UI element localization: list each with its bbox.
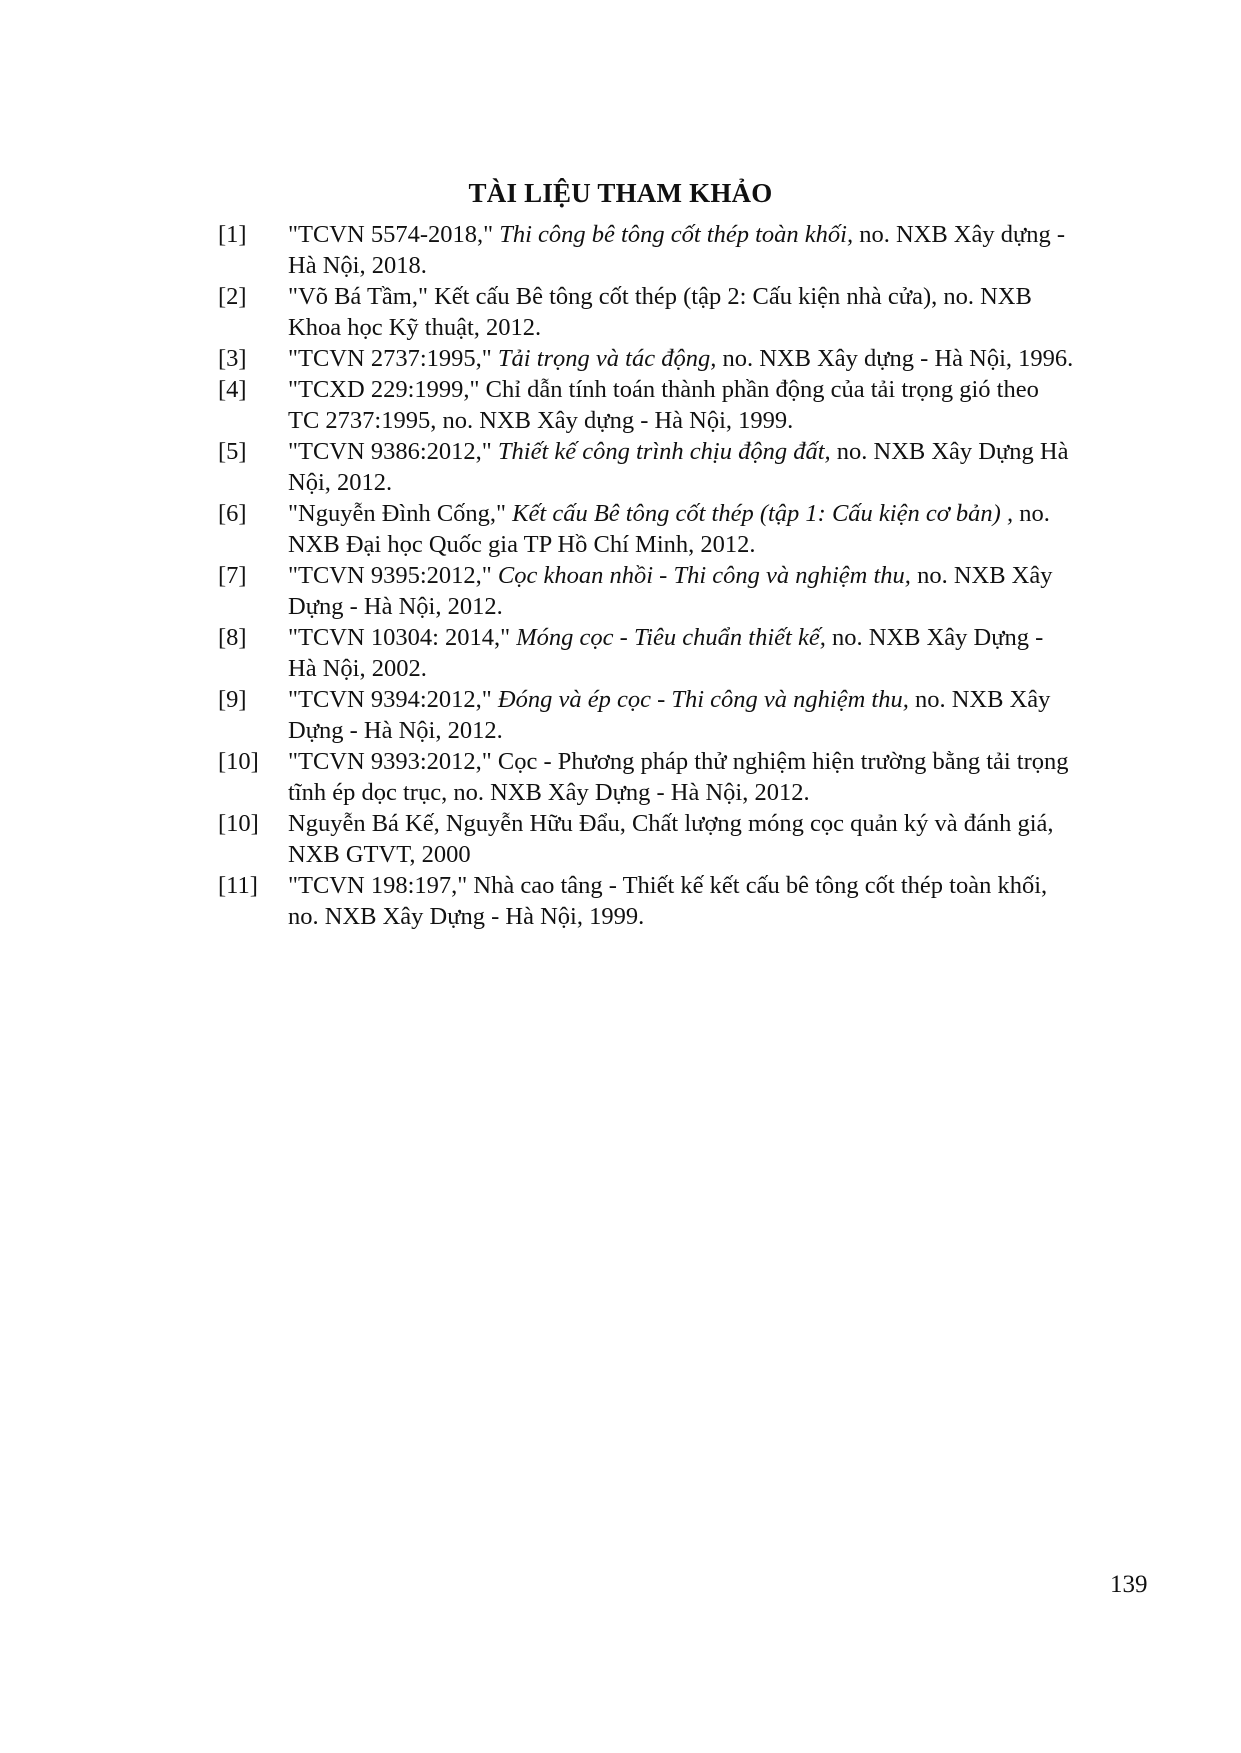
reference-line bbox=[288, 436, 1178, 467]
reference-item bbox=[218, 219, 1178, 281]
reference-segment: NXB GTVT, 2000 bbox=[288, 841, 471, 868]
reference-number: [4] bbox=[218, 376, 247, 403]
reference-segment: Hà Nội, 2002. bbox=[288, 655, 427, 682]
reference-segment: TC 2737:1995, no. NXB Xây dựng - Hà Nội, 1999. bbox=[288, 407, 794, 434]
reference-number: [10] bbox=[218, 810, 259, 837]
reference-segment: NXB Đại học Quốc gia TP Hồ Chí Minh, 2012. bbox=[288, 531, 756, 558]
reference-title-italic: Đóng và ép cọc - Thi công và nghiệm thu, bbox=[497, 686, 909, 713]
reference-line bbox=[288, 870, 1178, 901]
reference-segment: no. NXB Xây Dựng - Hà Nội, 1999. bbox=[288, 903, 645, 930]
reference-item bbox=[218, 436, 1178, 498]
reference-text bbox=[288, 684, 1178, 746]
reference-number: [2] bbox=[218, 283, 247, 310]
reference-text bbox=[288, 746, 1178, 808]
reference-line bbox=[288, 622, 1178, 653]
reference-list bbox=[218, 219, 1178, 932]
reference-segment: no. NXB Xây Dựng Hà bbox=[830, 438, 1069, 465]
reference-line bbox=[288, 343, 1178, 374]
reference-item bbox=[218, 684, 1178, 746]
reference-line bbox=[288, 746, 1178, 777]
reference-title-italic: Thiết kế công trình chịu động đất, bbox=[497, 438, 831, 465]
reference-line bbox=[288, 901, 1178, 932]
reference-segment: "TCXD 229:1999," Chỉ dẫn tính toán thành phần động của tải trọng gió theo bbox=[288, 376, 1039, 403]
reference-number: [11] bbox=[218, 872, 258, 899]
reference-segment: no. NXB Xây Dựng - bbox=[825, 624, 1044, 651]
reference-line bbox=[288, 529, 1178, 560]
reference-line bbox=[288, 405, 1178, 436]
reference-title-italic: Thi công bê tông cốt thép toàn khối, bbox=[499, 221, 854, 248]
reference-segment: Nguyễn Bá Kế, Nguyễn Hữu Đẩu, Chất lượng móng cọc quản ký và đánh giá, bbox=[288, 810, 1054, 837]
reference-item bbox=[218, 746, 1178, 808]
reference-item bbox=[218, 560, 1178, 622]
reference-segment: no. NXB Xây dựng - Hà Nội, 1996. bbox=[716, 345, 1074, 372]
reference-segment: Hà Nội, 2018. bbox=[288, 252, 427, 279]
reference-number: [6] bbox=[218, 500, 247, 527]
reference-number: [5] bbox=[218, 438, 247, 465]
reference-number: [10] bbox=[218, 748, 259, 775]
reference-title-italic: Tải trọng và tác động, bbox=[497, 345, 717, 372]
reference-line bbox=[288, 684, 1178, 715]
reference-number: [3] bbox=[218, 345, 247, 372]
reference-item bbox=[218, 808, 1178, 870]
reference-line bbox=[288, 467, 1178, 498]
reference-title-italic: Cọc khoan nhồi - Thi công và nghiệm thu, bbox=[497, 562, 911, 589]
reference-title-italic: Móng cọc - Tiêu chuẩn thiết kế, bbox=[516, 624, 826, 651]
reference-segment: "TCVN 9386:2012," bbox=[288, 438, 498, 465]
reference-segment: Khoa học Kỹ thuật, 2012. bbox=[288, 314, 542, 341]
reference-number: [1] bbox=[218, 221, 247, 248]
reference-item bbox=[218, 622, 1178, 684]
reference-line bbox=[288, 281, 1178, 312]
reference-line bbox=[288, 808, 1178, 839]
reference-segment: Nội, 2012. bbox=[288, 469, 393, 496]
reference-text bbox=[288, 436, 1178, 498]
reference-line bbox=[288, 715, 1178, 746]
reference-segment: "Võ Bá Tầm," Kết cấu Bê tông cốt thép (tập 2: Cấu kiện nhà cửa), no. NXB bbox=[288, 283, 1032, 310]
reference-line bbox=[288, 374, 1178, 405]
page-title: TÀI LIỆU THAM KHẢO bbox=[468, 178, 773, 208]
reference-line bbox=[288, 219, 1178, 250]
reference-line bbox=[288, 591, 1178, 622]
reference-segment: no. NXB Xây bbox=[910, 562, 1053, 589]
reference-text bbox=[288, 870, 1178, 932]
reference-text bbox=[288, 219, 1178, 281]
reference-segment: "TCVN 10304: 2014," bbox=[288, 624, 517, 651]
reference-segment: tĩnh ép dọc trục, no. NXB Xây Dựng - Hà Nội, 2012. bbox=[288, 779, 810, 806]
reference-number: [9] bbox=[218, 686, 247, 713]
reference-segment: "TCVN 2737:1995," bbox=[288, 345, 498, 372]
reference-segment: "TCVN 198:197," Nhà cao tâng - Thiết kế kết cấu bê tông cốt thép toàn khối, bbox=[288, 872, 1048, 899]
reference-segment: Dựng - Hà Nội, 2012. bbox=[288, 717, 503, 744]
reference-item bbox=[218, 374, 1178, 436]
reference-line bbox=[288, 777, 1178, 808]
reference-line bbox=[288, 250, 1178, 281]
reference-line bbox=[288, 653, 1178, 684]
reference-item bbox=[218, 870, 1178, 932]
reference-item bbox=[218, 343, 1178, 374]
reference-line bbox=[288, 560, 1178, 591]
reference-title-italic: Kết cấu Bê tông cốt thép (tập 1: Cấu kiện cơ bản) , bbox=[512, 500, 1014, 527]
page-number: 139 bbox=[1110, 1571, 1148, 1598]
reference-segment: no. bbox=[1013, 500, 1050, 527]
reference-text bbox=[288, 498, 1178, 560]
reference-item bbox=[218, 498, 1178, 560]
reference-segment: "TCVN 5574-2018," bbox=[288, 221, 500, 248]
reference-line bbox=[288, 498, 1178, 529]
reference-number: [7] bbox=[218, 562, 247, 589]
reference-line bbox=[288, 839, 1178, 870]
reference-text bbox=[288, 560, 1178, 622]
reference-segment: "TCVN 9394:2012," bbox=[288, 686, 498, 713]
reference-item bbox=[218, 281, 1178, 343]
reference-text bbox=[288, 622, 1178, 684]
reference-segment: "Nguyễn Đình Cống," bbox=[288, 500, 513, 527]
reference-text bbox=[288, 281, 1178, 343]
reference-segment: "TCVN 9395:2012," bbox=[288, 562, 498, 589]
reference-segment: no. NXB Xây bbox=[908, 686, 1051, 713]
reference-number: [8] bbox=[218, 624, 247, 651]
reference-line bbox=[288, 312, 1178, 343]
reference-text bbox=[288, 808, 1178, 870]
reference-segment: Dựng - Hà Nội, 2012. bbox=[288, 593, 503, 620]
reference-text bbox=[288, 374, 1178, 436]
reference-segment: no. NXB Xây dựng - bbox=[853, 221, 1066, 248]
reference-text bbox=[288, 343, 1178, 374]
reference-segment: "TCVN 9393:2012," Cọc - Phương pháp thử nghiệm hiện trường bằng tải trọng bbox=[288, 748, 1069, 775]
